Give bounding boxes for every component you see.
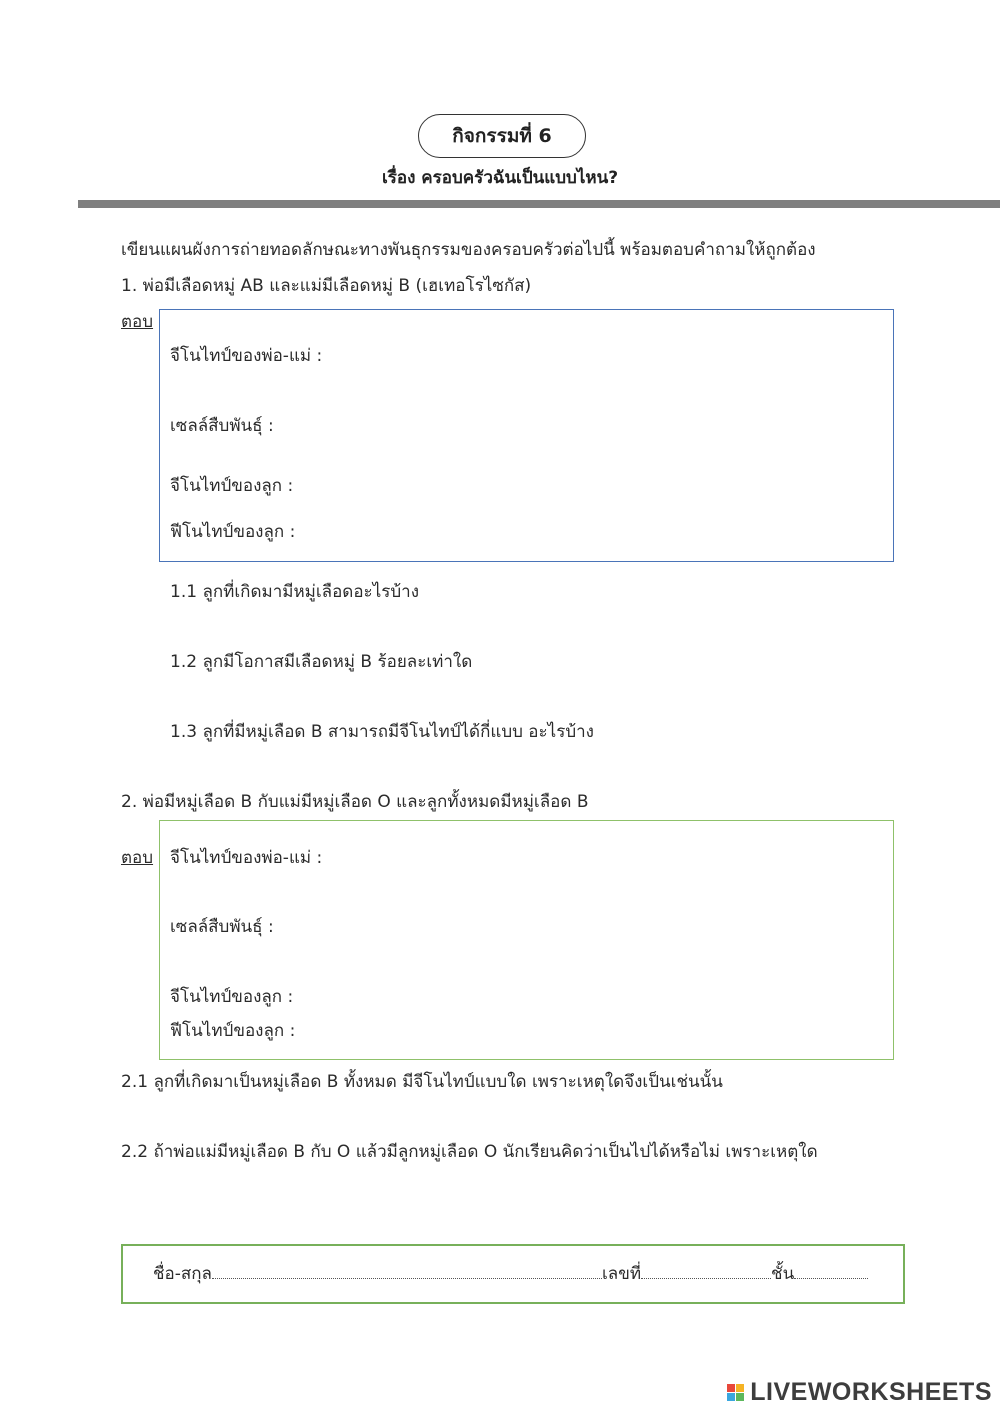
question-1-1: 1.1 ลูกที่เกิดมามีหมู่เลือดอะไรบ้าง bbox=[170, 582, 420, 602]
number-field[interactable] bbox=[641, 1264, 771, 1279]
name-label: ชื่อ-สกุล bbox=[153, 1264, 212, 1284]
activity-title: กิจกรรมที่ 6 bbox=[418, 114, 586, 158]
brand-text: LIVEWORKSHEETS bbox=[750, 1378, 992, 1406]
q2-child-phenotype-label: ฟีโนไทป์ของลูก : bbox=[170, 1021, 296, 1041]
question-2-prompt: 2. พ่อมีหมู่เลือด B กับแม่มีหมู่เลือด O และลูกทั้งหมดมีหมู่เลือด B bbox=[121, 792, 589, 812]
class-field[interactable] bbox=[794, 1264, 868, 1279]
question-1-3: 1.3 ลูกที่มีหมู่เลือด B สามารถมีจีโนไทป์ได้กี่แบบ อะไรบ้าง bbox=[170, 722, 594, 742]
liveworksheets-logo-icon bbox=[727, 1384, 744, 1401]
question-2-2: 2.2 ถ้าพ่อแม่มีหมู่เลือด B กับ O แล้วมีลูกหมู่เลือด O นักเรียนคิดว่าเป็นไปได้หรือไม่ เพราะเหตุใด bbox=[121, 1142, 818, 1162]
name-field[interactable] bbox=[212, 1264, 602, 1279]
q2-child-genotype-label: จีโนไทป์ของลูก : bbox=[170, 987, 294, 1007]
q1-child-phenotype-label: ฟีโนไทป์ของลูก : bbox=[170, 522, 296, 542]
q1-parents-genotype-label: จีโนไทป์ของพ่อ-แม่ : bbox=[170, 346, 323, 366]
question-1-prompt: 1. พ่อมีเลือดหมู่ AB และแม่มีเลือดหมู่ B (เฮเทอโรไซกัส) bbox=[121, 276, 532, 296]
liveworksheets-brand bbox=[727, 1378, 992, 1407]
question-1-2: 1.2 ลูกมีโอกาสมีเลือดหมู่ B ร้อยละเท่าใด bbox=[170, 652, 473, 672]
header-divider bbox=[78, 200, 1000, 208]
instructions: เขียนแผนผังการถ่ายทอดลักษณะทางพันธุกรรมของครอบครัวต่อไปนี้ พร้อมตอบคำถามให้ถูกต้อง bbox=[121, 240, 816, 260]
question-2-1: 2.1 ลูกที่เกิดมาเป็นหมู่เลือด B ทั้งหมด มีจีโนไทป์แบบใด เพราะเหตุใดจึงเป็นเช่นนั้น bbox=[121, 1072, 723, 1092]
student-name-row bbox=[153, 1260, 868, 1287]
q1-child-genotype-label: จีโนไทป์ของลูก : bbox=[170, 476, 294, 496]
q2-gametes-label: เซลล์สืบพันธุ์ : bbox=[170, 917, 274, 937]
subject-title: เรื่อง ครอบครัวฉันเป็นแบบไหน? bbox=[381, 168, 619, 188]
q2-parents-genotype-label: จีโนไทป์ของพ่อ-แม่ : bbox=[170, 848, 323, 868]
class-label: ชั้น bbox=[771, 1264, 795, 1284]
number-label: เลขที่ bbox=[601, 1264, 642, 1284]
question-1-answer-label: ตอบ bbox=[121, 312, 154, 332]
q1-gametes-label: เซลล์สืบพันธุ์ : bbox=[170, 416, 274, 436]
question-2-answer-label: ตอบ bbox=[121, 848, 154, 868]
